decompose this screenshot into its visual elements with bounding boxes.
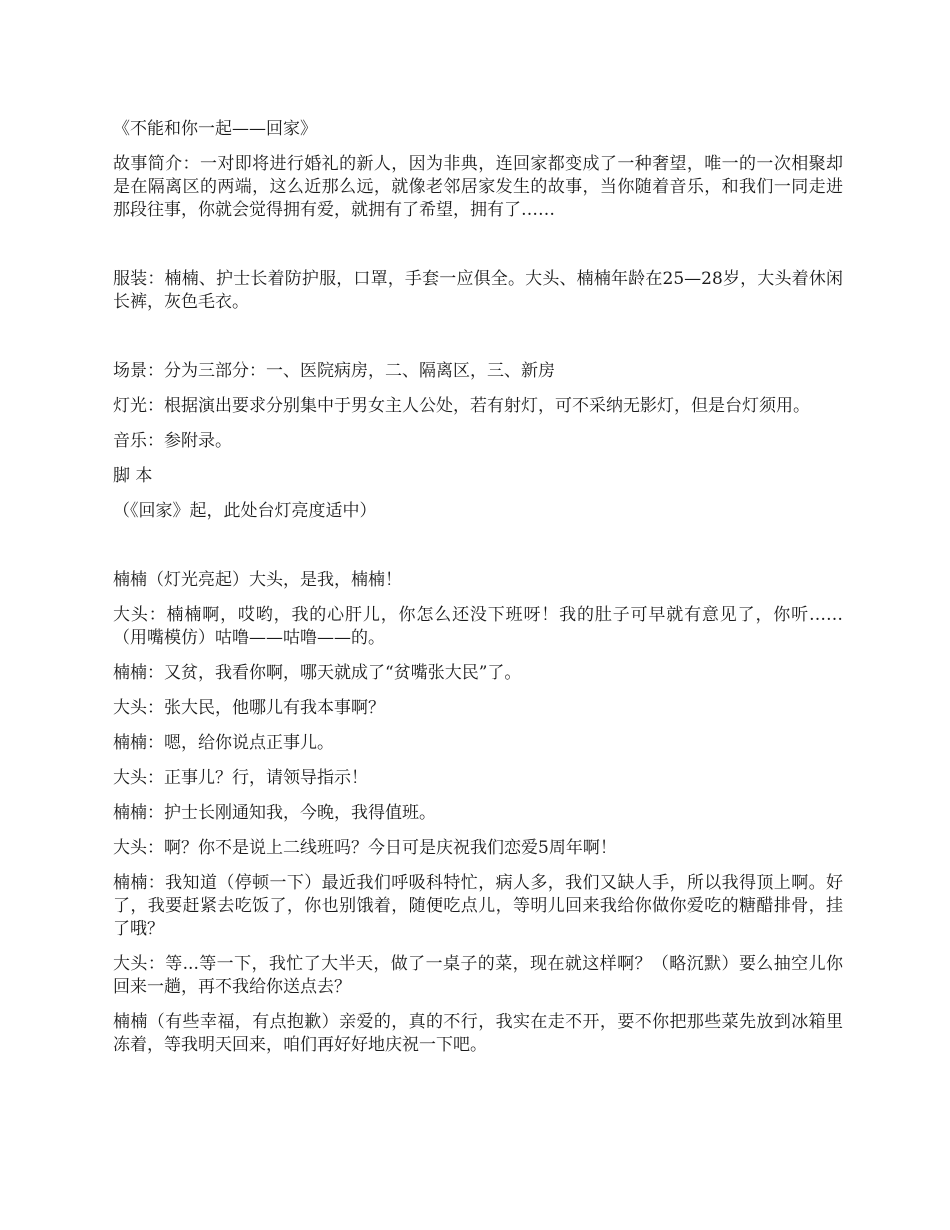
dialogue-line: 楠楠：护士长刚通知我，今晚，我得值班。 xyxy=(113,803,436,823)
costume-paragraph: 服装：楠楠、护士长着防护服，口罩，手套一应俱全。大头、楠楠年龄在25—28岁，大头着休闲长裤，灰色毛衣。 xyxy=(113,269,843,312)
lighting-paragraph: 灯光：根据演出要求分别集中于男女主人公处，若有射灯，可不采纳无影灯，但是台灯须用。 xyxy=(113,396,810,416)
document-page xyxy=(113,118,843,1057)
dialogue-line: 楠楠：又贫，我看你啊，哪天就成了“贫嘴张大民”了。 xyxy=(113,663,522,683)
scene-paragraph: 场景：分为三部分：一、医院病房，二、隔离区，三、新房 xyxy=(113,361,555,381)
dialogue-line: 楠楠（有些幸福，有点抱歉）亲爱的，真的不行，我实在走不开，要不你把那些菜先放到冰箱里冻着，等我明天回来，咱们再好好地庆祝一下吧。 xyxy=(113,1012,843,1055)
dialogue-line: 楠楠：我知道（停顿一下）最近我们呼吸科特忙，病人多，我们又缺人手，所以我得顶上啊。好了，我要赶紧去吃饭了，你也别饿着，随便吃点儿，等明儿回来我给你做你爱吃的糖醋排骨，挂了哦？ xyxy=(113,873,843,939)
synopsis-paragraph: 故事简介：一对即将进行婚礼的新人，因为非典，连回家都变成了一种奢望，唯一的一次相聚却是在隔离区的两端，这么近那么远，就像老邻居家发生的故事，当你随着音乐，和我们一同走进那段往事，你就会觉得拥有爱，就拥有了希望，拥有了…… xyxy=(113,154,843,220)
dialogue-line: 大头：正事儿？行，请领导指示！ xyxy=(113,768,368,788)
dialogue-line: 大头：张大民，他哪儿有我本事啊？ xyxy=(113,698,385,718)
dialogue-line: 楠楠：嗯，给你说点正事儿。 xyxy=(113,733,334,753)
dialogue-line: 大头：楠楠啊，哎哟，我的心肝儿，你怎么还没下班呀！我的肚子可早就有意见了，你听……（用嘴模仿）咕噜——咕噜——的。 xyxy=(113,605,843,648)
stage-direction: （《回家》起，此处台灯亮度适中） xyxy=(113,501,377,521)
dialogue-line: 大头：啊？你不是说上二线班吗？今日可是庆祝我们恋爱5周年啊！ xyxy=(113,838,617,858)
doc-title: 《不能和你一起——回家》 xyxy=(113,119,317,139)
script-heading: 脚 本 xyxy=(113,466,153,486)
dialogue-line: 大头：等...等一下，我忙了大半天，做了一桌子的菜，现在就这样啊？（略沉默）要么抽空儿你回来一趟，再不我给你送点去？ xyxy=(113,954,843,997)
dialogue-line: 楠楠（灯光亮起）大头，是我，楠楠！ xyxy=(113,570,402,590)
music-paragraph: 音乐：参附录。 xyxy=(113,431,232,451)
